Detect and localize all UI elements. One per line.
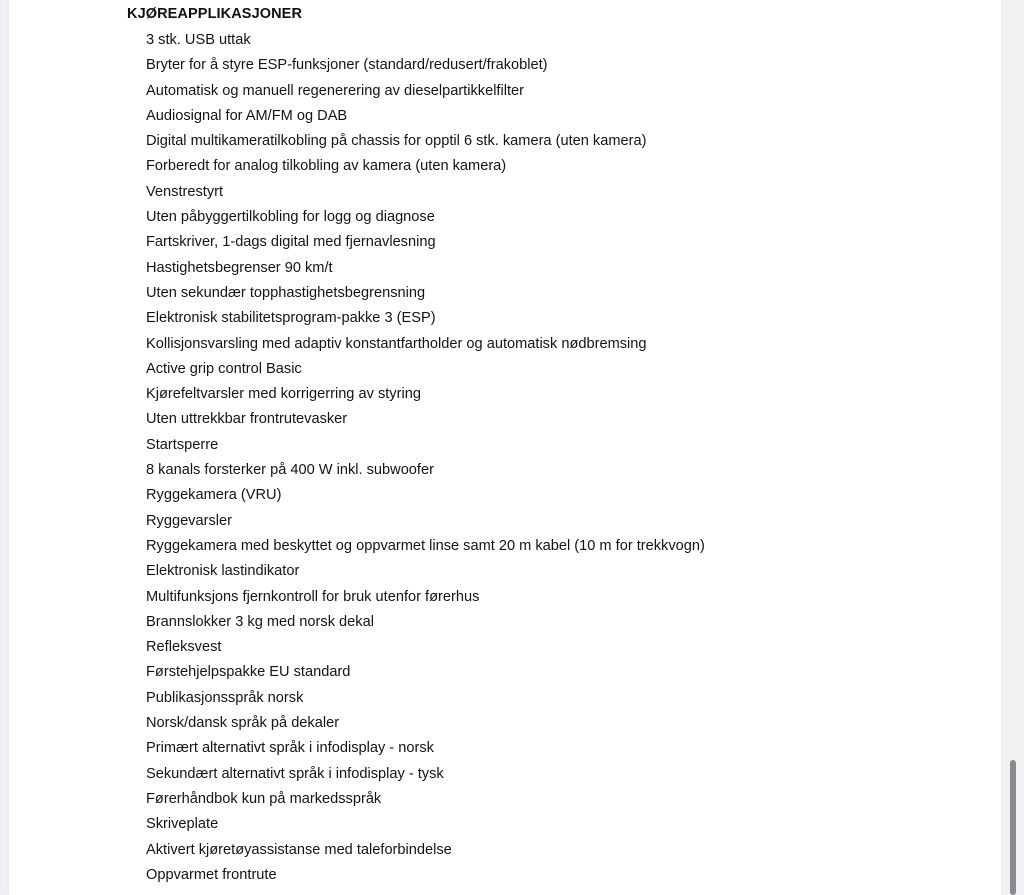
list-item: Ryggekamera (VRU) (146, 487, 282, 504)
list-item: Startsperre (146, 436, 219, 453)
list-item: Publikasjonsspråk norsk (146, 689, 304, 706)
list-item: Uten sekundær topphastighetsbegrensning (146, 284, 426, 301)
list-item: Oppvarmet frontrute (146, 866, 277, 883)
list-item: Ryggevarsler (146, 512, 232, 529)
list-item: 3 stk. USB uttak (146, 32, 251, 48)
list-item: Refleksvest (146, 639, 222, 656)
list-item: Førstehjelpspakke EU standard (146, 664, 351, 681)
list-item: Elektronisk lastindikator (146, 563, 300, 580)
list-item: Aktivert kjøretøyassistanse med taleforbindelse (146, 841, 452, 858)
list-item: Multifunksjons fjernkontroll for bruk utenfor førerhus (146, 588, 480, 605)
list-item: Uten påbyggertilkobling for logg og diagnose (146, 209, 435, 226)
list-item: Elektronisk stabilitetsprogram-pakke 3 (ESP) (146, 310, 436, 327)
list-item: Fartskriver, 1-dags digital med fjernavlesning (146, 234, 436, 251)
equipment-list (146, 28, 705, 888)
list-item: Automatisk og manuell regenerering av dieselpartikkelfilter (146, 82, 525, 99)
list-item: Førerhåndbok kun på markedsspråk (146, 790, 382, 807)
list-item: Forberedt for analog tilkobling av kamera (uten kamera) (146, 158, 507, 175)
list-item: Digital multikameratilkobling på chassis for opptil 6 stk. kamera (uten kamera) (146, 133, 647, 150)
list-item: Venstrestyrt (146, 183, 224, 200)
list-item: Hastighetsbegrenser 90 km/t (146, 259, 333, 276)
list-item: Primært alternativt språk i infodisplay - norsk (146, 740, 434, 757)
section-title: KJØREAPPLIKASJONER (127, 6, 303, 22)
list-item: 8 kanals forsterker på 400 W inkl. subwoofer (146, 462, 434, 479)
list-item: Kjørefeltvarsler med korrigerring av styring (146, 386, 421, 403)
list-item: Norsk/dansk språk på dekaler (146, 715, 340, 732)
list-item: Uten uttrekkbar frontrutevasker (146, 411, 348, 428)
list-item: Active grip control Basic (146, 360, 302, 377)
list-item: Bryter for å styre ESP-funksjoner (standard/redusert/frakoblet) (146, 57, 548, 74)
list-item: Kollisjonsvarsling med adaptiv konstantfartholder og automatisk nødbremsing (146, 335, 647, 352)
list-item: Skriveplate (146, 816, 219, 833)
list-item: Audiosignal for AM/FM og DAB (146, 107, 348, 124)
list-item: Sekundært alternativt språk i infodisplay - tysk (146, 765, 444, 782)
vertical-scrollbar[interactable] (1010, 760, 1016, 895)
document-page (9, 0, 1001, 895)
list-item: Brannslokker 3 kg med norsk dekal (146, 613, 374, 630)
list-item: Ryggekamera med beskyttet og oppvarmet linse samt 20 m kabel (10 m for trekkvogn) (146, 537, 705, 554)
